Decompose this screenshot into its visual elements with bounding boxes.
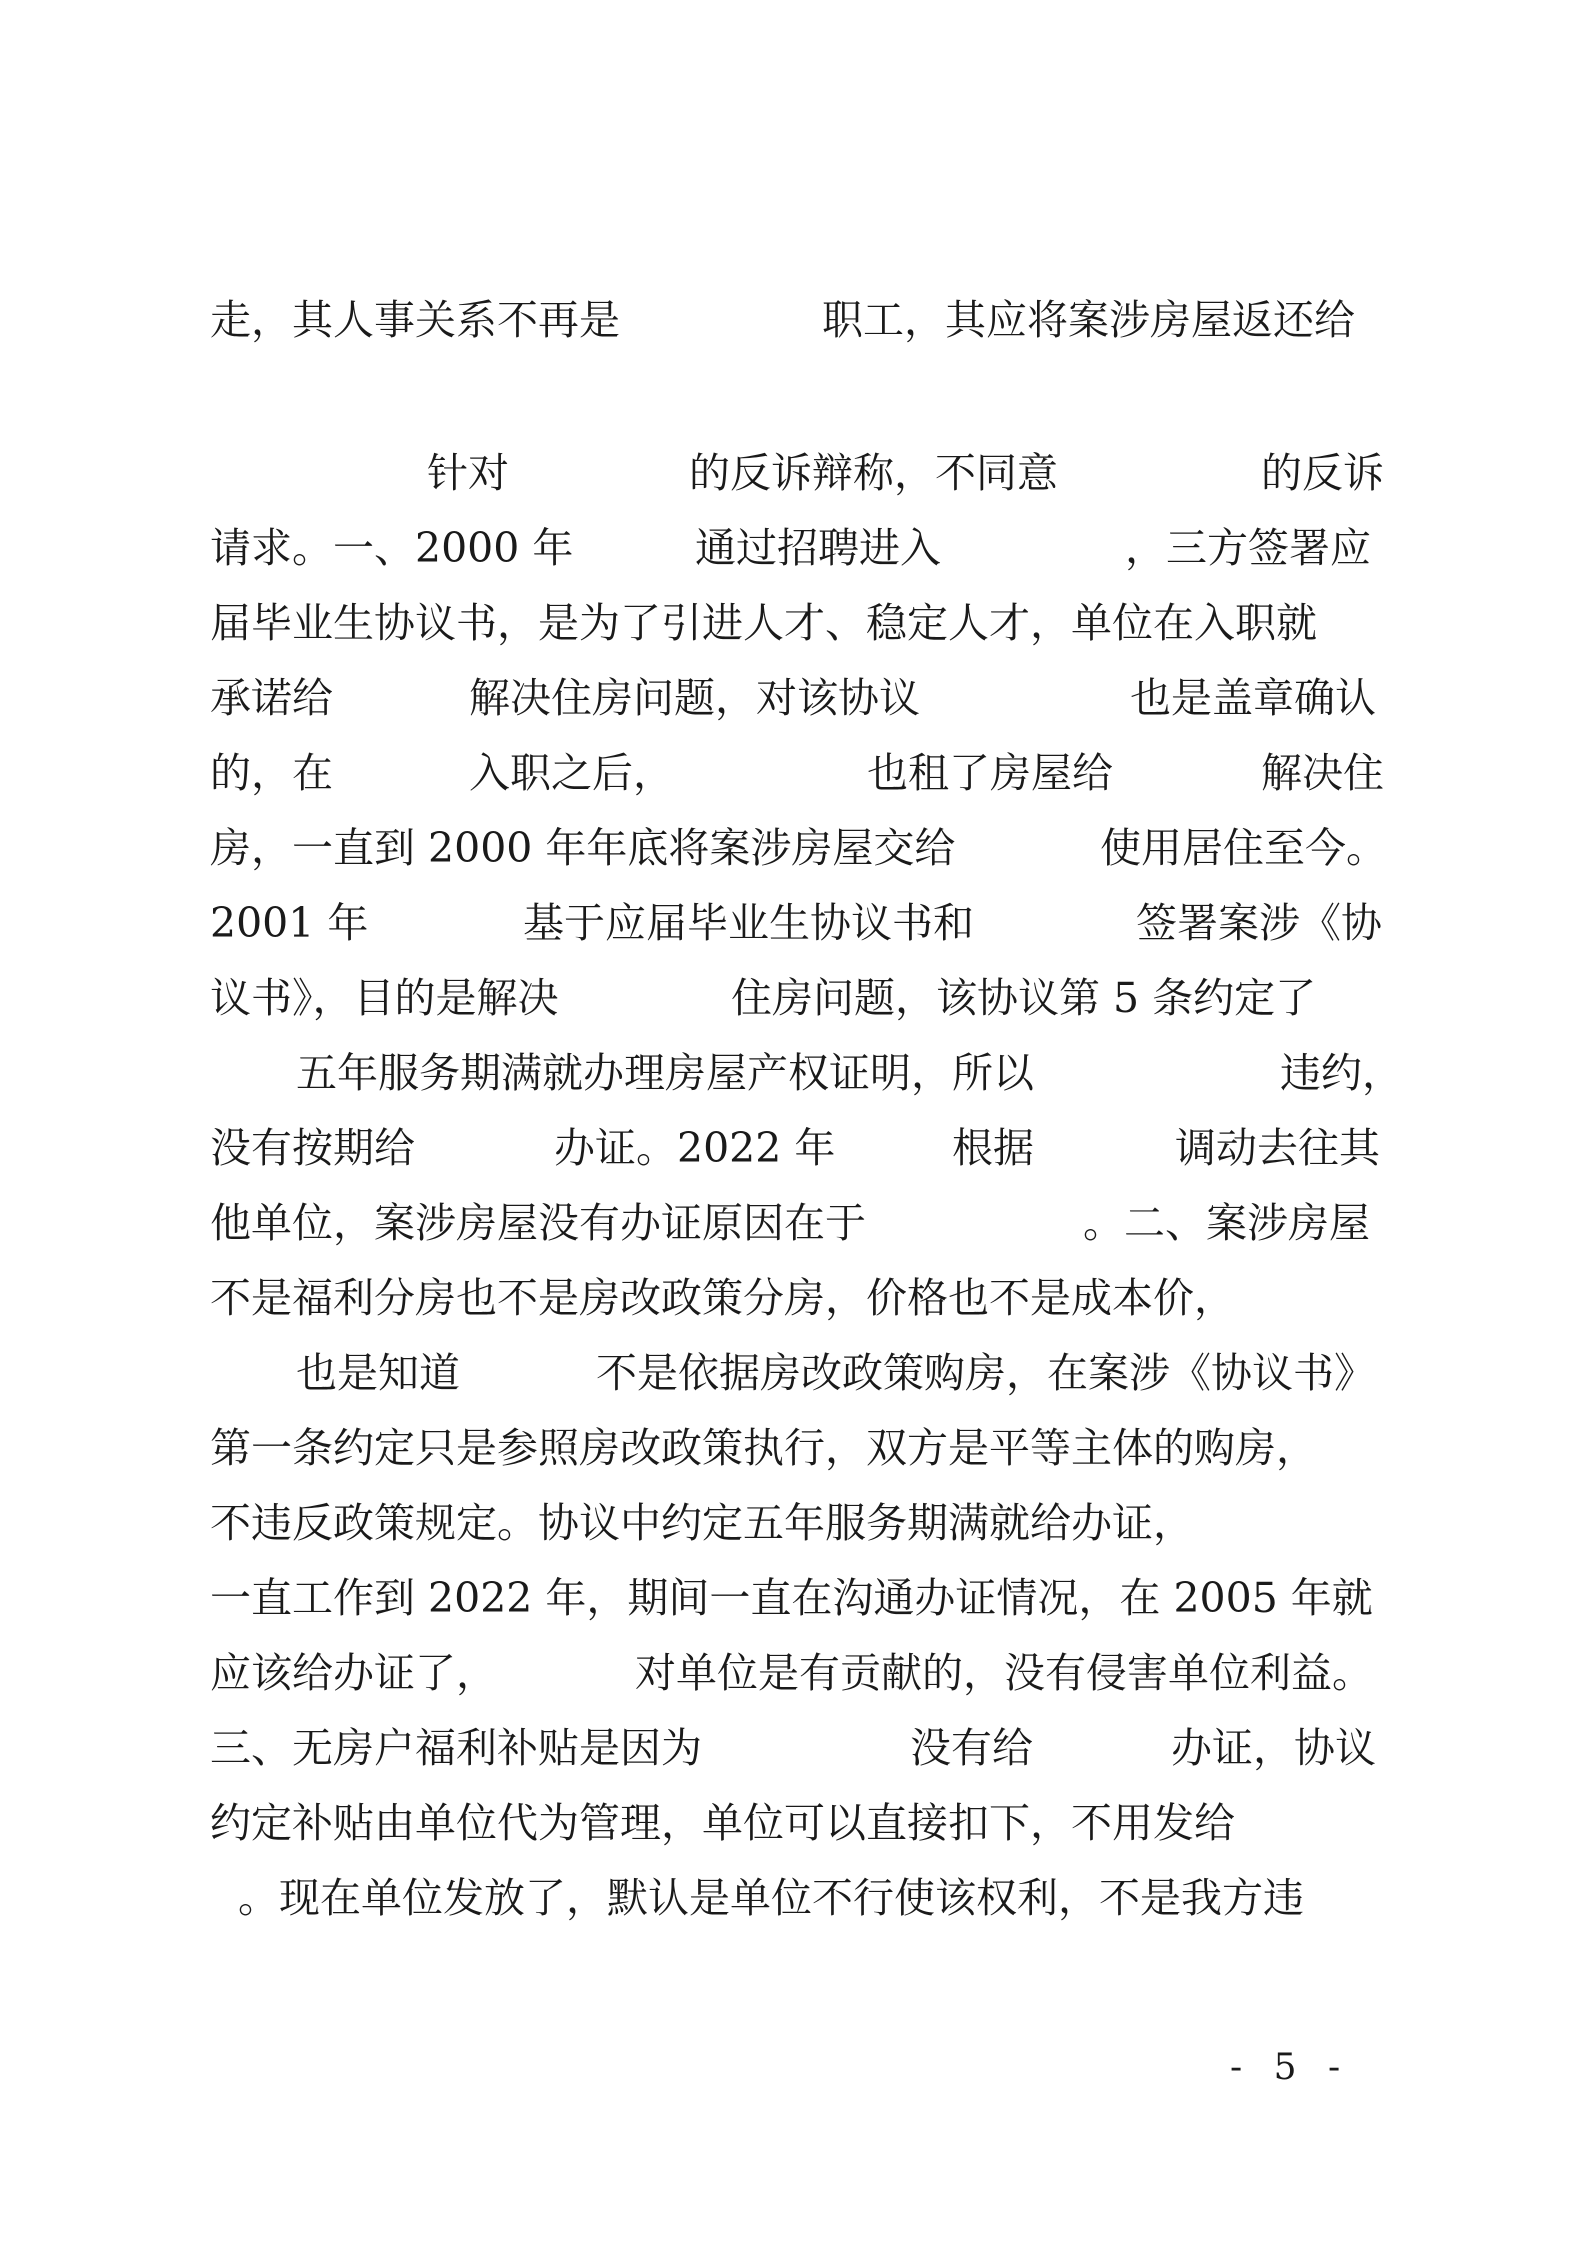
text-segment: 届毕业生协议书，是为了引进人才、稳定人才，单位在入职就 (210, 599, 1317, 647)
text-segment: 不是福利分房也不是房改政策分房，价格也不是成本价， (210, 1274, 1235, 1322)
text-segment: 走，其人事关系不再是 (210, 296, 620, 344)
text-segment: 。二、案涉房屋 (1083, 1199, 1370, 1247)
text-segment: 应该给办证了， (210, 1649, 497, 1697)
text-segment: 承诺给 (210, 674, 333, 722)
text-segment: 职工，其应将案涉房屋返还给 (822, 296, 1355, 344)
text-segment: 办证。2022 年 (554, 1124, 836, 1172)
text-segment: 入职之后， (469, 749, 674, 797)
text-line-12 (0, 1188, 1588, 1258)
text-segment: 2001 年 (210, 899, 369, 947)
text-segment: 基于应届毕业生协议书和 (523, 899, 974, 947)
text-segment: 约定补贴由单位代为管理，单位可以直接扣下，不用发给 (210, 1799, 1235, 1847)
text-segment: 解决住 (1261, 749, 1384, 797)
text-line-7 (0, 813, 1588, 883)
text-line-3 (0, 513, 1588, 583)
text-segment: 签署案涉《协 (1136, 899, 1382, 947)
text-line-15 (0, 1413, 1588, 1483)
text-segment: 调动去往其 (1175, 1124, 1380, 1172)
text-line-8 (0, 888, 1588, 958)
text-segment: 三、无房户福利补贴是因为 (210, 1724, 702, 1772)
text-segment: 也是盖章确认 (1130, 674, 1376, 722)
text-line-16 (0, 1488, 1588, 1558)
text-segment: ，三方签署应 (1125, 524, 1371, 572)
text-segment: 没有给 (910, 1724, 1033, 1772)
text-segment: 不是依据房改政策购房，在案涉《协议书》 (596, 1349, 1375, 1397)
text-segment: 他单位，案涉房屋没有办证原因在于 (210, 1199, 866, 1247)
text-segment: 的反诉 (1261, 449, 1384, 497)
text-segment: 针对 (427, 449, 509, 497)
text-segment: 根据 (952, 1124, 1034, 1172)
text-line-10 (0, 1038, 1588, 1108)
text-line-17 (0, 1563, 1588, 1633)
text-segment: 一直工作到 2022 年，期间一直在沟通办证情况，在 2005 年就 (210, 1574, 1373, 1622)
text-segment: 住房问题，该协议第 5 条约定了 (731, 974, 1317, 1022)
text-segment: 解决住房问题，对该协议 (469, 674, 920, 722)
text-segment: 的，在 (210, 749, 333, 797)
text-segment: 违约， (1280, 1049, 1403, 1097)
text-line-14 (0, 1338, 1588, 1408)
text-line-4 (0, 588, 1588, 658)
text-segment: 也是知道 (296, 1349, 460, 1397)
text-line-21 (0, 1863, 1588, 1933)
text-line-20 (0, 1788, 1588, 1858)
text-segment: 对单位是有贡献的，没有侵害单位利益。 (635, 1649, 1373, 1697)
text-segment: 办证，协议 (1171, 1724, 1376, 1772)
text-line-19 (0, 1713, 1588, 1783)
text-line-9 (0, 963, 1588, 1033)
text-segment: 。现在单位发放了，默认是单位不行使该权利，不是我方违 (238, 1874, 1304, 1922)
text-segment: 通过招聘进入 (695, 524, 941, 572)
text-segment: 不违反政策规定。协议中约定五年服务期满就给办证， (210, 1499, 1194, 1547)
text-line-2 (0, 438, 1588, 508)
text-segment: 请求。一、2000 年 (210, 524, 574, 572)
text-line-18 (0, 1638, 1588, 1708)
text-line-11 (0, 1113, 1588, 1183)
text-segment: 使用居住至今。 (1100, 824, 1387, 872)
text-segment: 五年服务期满就办理房屋产权证明，所以 (296, 1049, 1034, 1097)
text-segment: 也租了房屋给 (867, 749, 1113, 797)
text-line-6 (0, 738, 1588, 808)
text-segment: 第一条约定只是参照房改政策执行，双方是平等主体的购房， (210, 1424, 1317, 1472)
text-line-1 (0, 285, 1588, 355)
text-segment: 议书》，目的是解决 (210, 974, 559, 1022)
text-line-13 (0, 1263, 1588, 1333)
text-segment: 房，一直到 2000 年年底将案涉房屋交给 (210, 824, 956, 872)
text-line-5 (0, 663, 1588, 733)
page-number: - 5 - (1230, 2047, 1351, 2088)
text-segment: 的反诉辩称，不同意 (689, 449, 1058, 497)
text-segment: 没有按期给 (210, 1124, 415, 1172)
